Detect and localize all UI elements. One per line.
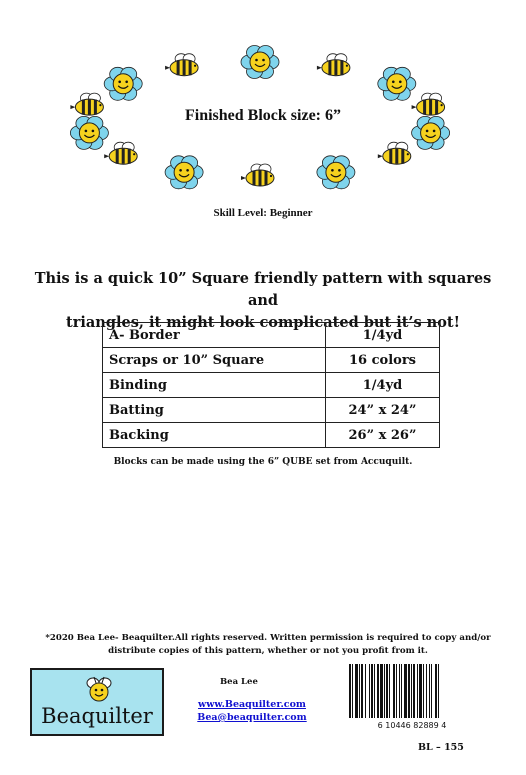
supply-amount: 1/4yd — [326, 323, 440, 348]
copyright-line-2: distribute copies of this pattern, whether or not you profit from it. — [108, 646, 428, 656]
table-row — [103, 323, 440, 348]
bee-icon — [317, 54, 350, 76]
supply-amount: 1/4yd — [326, 373, 440, 398]
bee-icon — [165, 156, 203, 189]
supply-item: Binding — [103, 373, 326, 398]
supply-amount: 24” x 24” — [326, 398, 440, 423]
supplies-table — [102, 322, 440, 448]
supply-item: Scraps or 10” Square — [103, 348, 326, 373]
author-name: Bea Lee — [220, 677, 258, 687]
skill-level: Skill Level: Beginner — [213, 207, 313, 219]
bee-icon — [378, 142, 411, 164]
logo-text: Beaquilter — [41, 704, 153, 728]
table-row — [103, 373, 440, 398]
supply-amount: 26” x 26” — [326, 423, 440, 448]
copyright-line-1: *2020 Bea Lee- Beaquilter.All rights reserved. Written permission is required to copy and/or — [45, 633, 491, 643]
website-link[interactable]: www.Beaquilter.com — [198, 699, 306, 710]
bee-icon — [317, 156, 355, 189]
finished-block-size: Finished Block size: 6” — [184, 107, 341, 124]
pattern-code: BL – 155 — [418, 742, 464, 753]
barcode-digits: 6 10446 82889 4 — [377, 721, 447, 730]
accuquilt-note: Blocks can be made using the 6” QUBE set from Accuquilt. — [113, 457, 413, 467]
bee-icon — [165, 54, 198, 76]
bee-icon — [104, 142, 137, 164]
supply-item: Batting — [103, 398, 326, 423]
bee-icon — [104, 67, 142, 100]
table-row — [103, 423, 440, 448]
table-row — [103, 348, 440, 373]
barcode — [345, 664, 479, 732]
supply-item: A- Border — [103, 323, 326, 348]
bee-icon — [84, 674, 114, 704]
supply-item: Backing — [103, 423, 326, 448]
supply-amount: 16 colors — [326, 348, 440, 373]
intro-line-2: triangles, it might look complicated but it’s not! — [66, 314, 460, 331]
email-link[interactable]: Bea@beaquilter.com — [197, 712, 307, 723]
barcode-bars — [349, 664, 439, 726]
copyright-notice — [28, 632, 508, 658]
bee-icon — [241, 164, 274, 186]
intro-line-1: This is a quick 10” Square friendly pattern with squares and — [34, 270, 492, 309]
bee-icon — [378, 67, 416, 100]
table-row — [103, 398, 440, 423]
beaquilter-logo — [30, 668, 164, 736]
bee-icon — [241, 46, 279, 79]
